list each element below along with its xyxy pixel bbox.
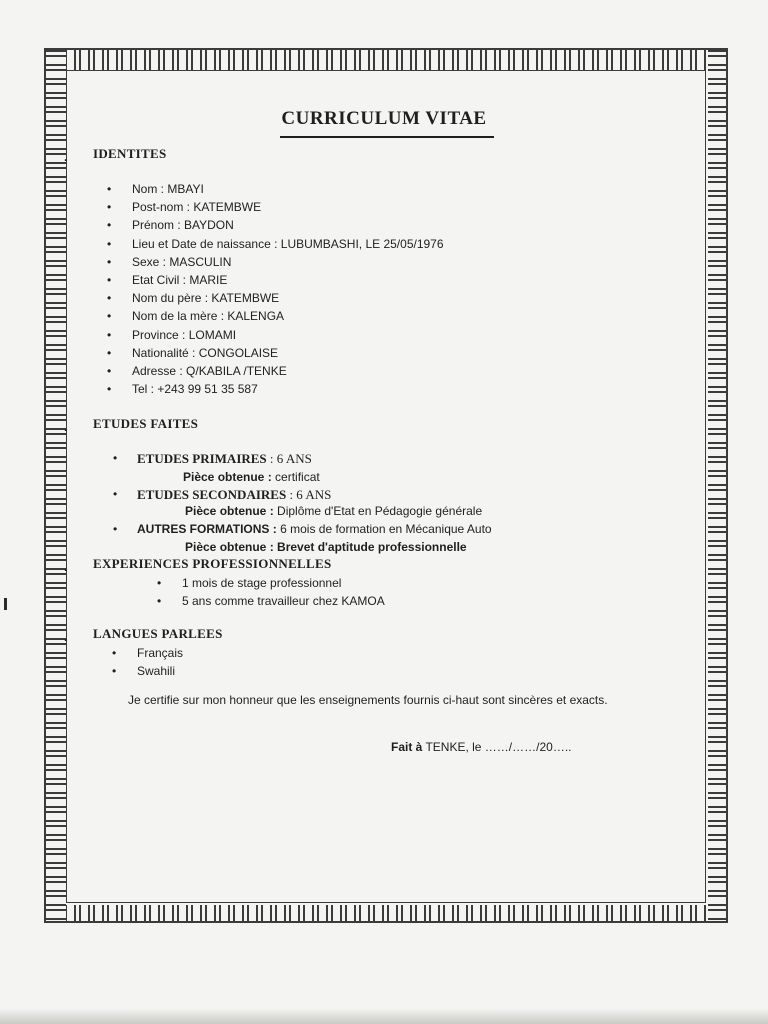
scan-edge <box>0 1008 768 1024</box>
piece-label: Pièce obtenue : <box>185 504 274 518</box>
autres-formations <box>113 522 492 536</box>
section-heading-identites: IDENTITES <box>93 146 167 161</box>
section-heading-etudes: ETUDES FAITES <box>93 416 199 431</box>
place-value: TENKE, le ……/……/20….. <box>422 740 572 754</box>
list-item: • 1 mois de stage professionnel <box>157 574 385 592</box>
bullet: • <box>113 487 118 501</box>
langues-list <box>112 644 183 680</box>
list-item: • Nationalité : CONGOLAISE <box>107 344 444 362</box>
title-underline <box>280 136 494 138</box>
piece-label: Pièce obtenue : <box>183 470 272 484</box>
piece-obtenue-primaires <box>183 470 320 484</box>
section-marker: . <box>64 560 68 574</box>
experiences-list <box>157 574 385 610</box>
list-item: • Swahili <box>112 662 183 680</box>
piece-value: Diplôme d'Etat en Pédagogie générale <box>273 504 483 518</box>
section-marker: . <box>64 420 68 434</box>
place-date-line <box>391 740 572 754</box>
section-marker: . <box>64 630 68 644</box>
etudes-secondaires-duration: : 6 ANS <box>286 487 332 502</box>
piece-value: certificat <box>271 470 320 484</box>
list-item: • Adresse : Q/KABILA /TENKE <box>107 362 444 380</box>
list-item: • Lieu et Date de naissance : LUBUMBASHI, LE 25/05/1976 <box>107 235 444 253</box>
list-item: • Nom de la mère : KALENGA <box>107 307 444 325</box>
piece-obtenue-secondaires <box>185 504 482 518</box>
list-item: • Nom : MBAYI <box>107 180 444 198</box>
place-label: Fait à <box>391 740 423 754</box>
list-item: • Post-nom : KATEMBWE <box>107 198 444 216</box>
list-item: • Français <box>112 644 183 662</box>
bullet: • <box>113 522 118 536</box>
autres-formations-detail: 6 mois de formation en Mécanique Auto <box>276 522 492 536</box>
list-item: • Province : LOMAMI <box>107 326 444 344</box>
section-heading-langues: LANGUES PARLEES <box>93 626 223 641</box>
document-title: CURRICULUM VITAE <box>281 108 487 129</box>
list-item: • Nom du père : KATEMBWE <box>107 289 444 307</box>
bullet: • <box>113 451 118 465</box>
list-item: • Tel : +243 99 51 35 587 <box>107 380 444 398</box>
list-item: • Etat Civil : MARIE <box>107 271 444 289</box>
etudes-secondaires <box>113 487 332 503</box>
piece-obtenue-autres <box>185 540 467 554</box>
autres-formations-label: AUTRES FORMATIONS : <box>137 522 277 536</box>
list-item: • 5 ans comme travailleur chez KAMOA <box>157 592 385 610</box>
scan-mark <box>4 598 7 610</box>
section-heading-experiences: EXPERIENCES PROFESSIONNELLES <box>93 556 332 571</box>
section-marker: . <box>64 150 68 164</box>
etudes-primaires <box>113 451 312 467</box>
list-item: • Prénom : BAYDON <box>107 216 444 234</box>
etudes-primaires-duration: : 6 ANS <box>266 451 312 466</box>
identites-list <box>107 180 444 398</box>
list-item: • Sexe : MASCULIN <box>107 253 444 271</box>
etudes-secondaires-label: ETUDES SECONDAIRES <box>137 487 287 502</box>
etudes-primaires-label: ETUDES PRIMAIRES <box>137 451 267 466</box>
certification-statement: Je certifie sur mon honneur que les enseignements fournis ci-haut sont sincères et exacts. <box>128 693 608 707</box>
piece-label: Pièce obtenue : Brevet d'aptitude professionnelle <box>185 540 467 554</box>
